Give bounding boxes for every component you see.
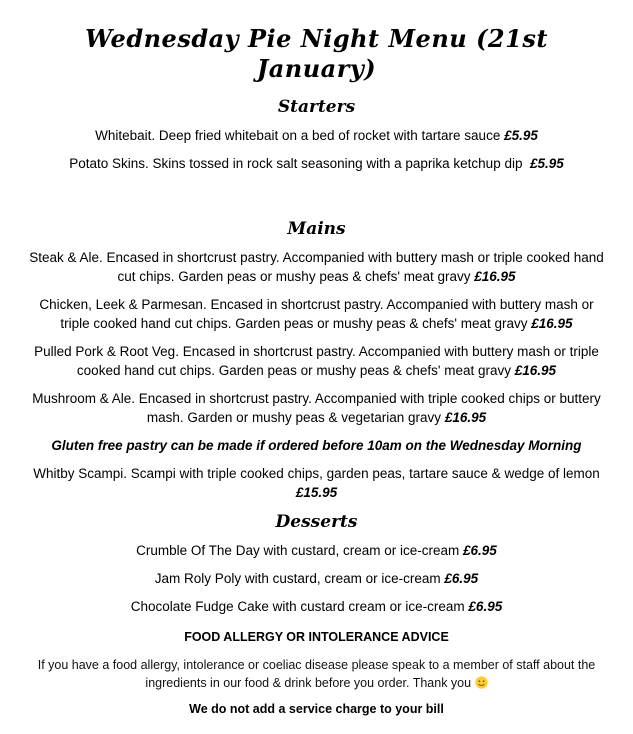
item-price: £15.95 — [295, 485, 338, 500]
item-description: Chicken, Leek & Parmesan. Encased in shortcrust pastry. Accompanied with buttery mash or triple cooked hand cut chips. Garden peas or mushy peas & chefs' meat gravy — [39, 297, 594, 331]
item-price: £16.95 — [531, 316, 573, 331]
allergy-advice-heading: FOOD ALLERGY OR INTOLERANCE ADVICE — [184, 630, 449, 644]
section-heading-mains: Mains — [287, 219, 346, 239]
menu-item-mushroom-ale — [25, 389, 608, 427]
item-description: Whitebait. Deep fried whitebait on a bed of rocket with tartare sauce — [95, 128, 501, 143]
section-gap — [25, 182, 608, 218]
section-heading-starters: Starters — [277, 97, 356, 117]
item-price: £16.95 — [444, 410, 487, 425]
item-description: Potato Skins. Skins tossed in rock salt seasoning with a paprika ketchup dip — [69, 156, 523, 171]
item-price: £6.95 — [468, 599, 503, 614]
item-description: Jam Roly Poly with custard, cream or ice-cream — [154, 571, 441, 586]
item-description: Steak & Ale. Encased in shortcrust pastry. Accompanied with buttery mash or triple cooked hand cut chips. Garden peas or mushy peas & chefs' meat gravy — [29, 250, 604, 284]
page-title: Wednesday Pie Night Menu (21st January) — [85, 24, 548, 83]
menu-item-chicken-leek-parmesan — [25, 295, 608, 333]
item-price: £5.95 — [504, 128, 538, 143]
item-description: Whitby Scampi. Scampi with triple cooked chips, garden peas, tartare sauce & wedge of lemon — [33, 466, 600, 481]
item-price: £16.95 — [474, 269, 516, 284]
menu-item-crumble — [25, 541, 608, 560]
item-price: £5.95 — [529, 156, 564, 171]
allergy-advice-text — [25, 656, 608, 692]
service-charge-note: We do not add a service charge to your bill — [189, 702, 444, 716]
menu-item-potato-skins — [25, 154, 608, 173]
item-description: Chocolate Fudge Cake with custard cream or ice-cream — [130, 599, 465, 614]
gluten-free-note: Gluten free pastry can be made if ordered before 10am on the Wednesday Morning — [51, 438, 582, 453]
item-description: Crumble Of The Day with custard, cream or ice-cream — [136, 543, 460, 558]
item-price: £6.95 — [463, 543, 497, 558]
menu-item-jam-roly-poly — [25, 569, 608, 588]
menu-item-pulled-pork-root-veg — [25, 342, 608, 380]
menu-item-whitebait — [25, 126, 608, 145]
item-description: Pulled Pork & Root Veg. Encased in shortcrust pastry. Accompanied with buttery mash or triple cooked hand cut chips. Garden peas or mushy peas & chefs' meat gravy — [34, 344, 599, 378]
smiley-icon — [475, 676, 488, 689]
item-price: £16.95 — [514, 363, 557, 378]
menu-item-whitby-scampi — [25, 464, 608, 502]
item-price: £6.95 — [444, 571, 479, 586]
section-heading-desserts: Desserts — [275, 512, 358, 532]
item-description: Mushroom & Ale. Encased in shortcrust pastry. Accompanied with triple cooked chips or buttery mash. Garden or mushy peas & vegetarian gravy — [32, 391, 601, 425]
allergy-advice-sentence: If you have a food allergy, intolerance or coeliac disease please speak to a member of staff about the ingredients in our food & drink before you order. Thank you — [37, 658, 596, 690]
menu-item-chocolate-fudge-cake — [25, 597, 608, 616]
menu-item-steak-ale — [25, 248, 608, 286]
